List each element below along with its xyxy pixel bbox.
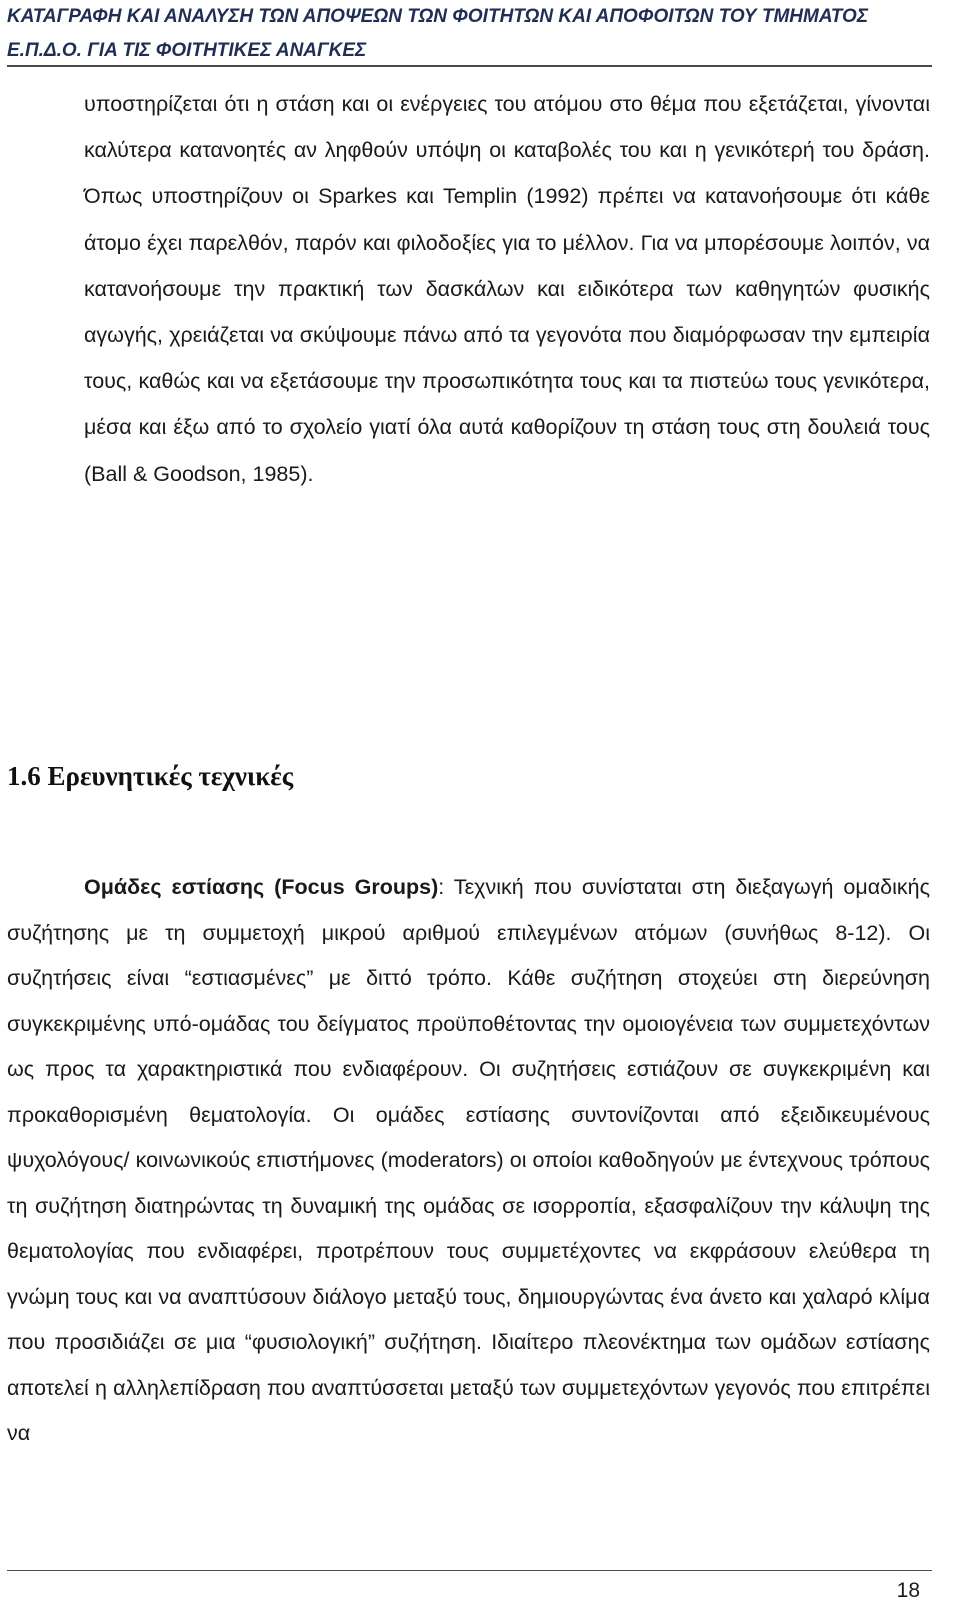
defined-term: Ομάδες εστίασης (Focus Groups) bbox=[84, 875, 439, 899]
section-heading: 1.6 Ερευνητικές τεχνικές bbox=[7, 761, 294, 791]
body-paragraph-1: υποστηρίζεται ότι η στάση και οι ενέργειες του ατόμου στο θέμα που εξετάζεται, γίνονται καλύτερα κατανοητές αν ληφθούν υπόψη οι καταβολές του και η γενικότερή του δράση. Όπως υποστηρίζουν οι Sparkes και Templin (1992) πρέπει να κατανοήσουμε ότι κάθε άτομο έχει παρελθόν, παρόν και φιλοδοξίες για το μέλλον. Για να μπορέσουμε λοιπόν, να κατανοήσουμε την πρακτική των δασκάλων και ειδικότερα των καθηγητών φυσικής αγωγής, χρειάζεται να σκύψουμε πάνω από τα γεγονότα που διαμόρφωσαν την εμπειρία τους, καθώς και να εξετάσουμε την προσωπικότητα τους και τα πιστεύω τους γενικότερα, μέσα και έξω από το σχολείο γιατί όλα αυτά καθορίζουν τη στάση τους στη δουλειά τους (Ball & Goodson, 1985). bbox=[84, 92, 930, 486]
header-title-line-2: Ε.Π.Δ.Ο. ΓΙΑ ΤΙΣ ΦΟΙΤΗΤΙΚΕΣ ΑΝΑΓΚΕΣ bbox=[7, 40, 367, 61]
body-paragraph-2 bbox=[7, 865, 930, 1457]
header-divider bbox=[7, 65, 932, 67]
footer-divider bbox=[7, 1570, 932, 1571]
page-header bbox=[7, 0, 937, 68]
page-number: 18 bbox=[896, 1579, 920, 1602]
definition-text: : Τεχνική που συνίσταται στη διεξαγωγή ομαδικής συζήτησης με τη συμμετοχή μικρού αριθμού επιλεγμένων ατόμων (συνήθως 8-12). Οι συζητήσεις είναι “εστιασμένες” με διττό τρόπο. Κάθε συζήτηση στοχεύει στη διερεύνηση συγκεκριμένης υπό-ομάδας του δείγματος προϋποθέτοντας την ομοιογένεια των συμμετεχόντων ως προς τα χαρακτηριστικά που ενδιαφέρουν. Οι συζητήσεις εστιάζουν σε συγκεκριμένη και προκαθορισμένη θεματολογία. Οι ομάδες εστίασης συντονίζονται από εξειδικευμένους ψυχολόγους/ κοινωνικούς επιστήμονες (moderators) οι οποίοι καθοδηγούν με έντεχνους τρόπους τη συζήτηση διατηρώντας τη δυναμική της ομάδας σε ισορροπία, εξασφαλίζουν την κάλυψη της θεματολογίας που ενδιαφέρει, προτρέπουν τους συμμετέχοντες να εκφράσουν ελεύθερα τη γνώμη τους και να αναπτύσουν διάλογο μεταξύ τους, δημιουργώντας ένα άνετο και χαλαρό κλίμα που προσιδιάζει σε μια “φυσιολογική” συζήτηση. Ιδιαίτερο πλεονέκτημα των ομάδων εστίασης αποτελεί η αλληλεπίδραση που αναπτύσσεται μεταξύ των συμμετεχόντων γεγονός που επιτρέπει να bbox=[7, 875, 930, 1445]
header-title-line-1: ΚΑΤΑΓΡΑΦΗ ΚΑΙ ΑΝΑΛΥΣΗ ΤΩΝ ΑΠΟΨΕΩΝ ΤΩΝ ΦΟΙΤΗΤΩΝ ΚΑΙ ΑΠΟΦΟΙΤΩΝ ΤΟΥ ΤΜΗΜΑΤΟΣ bbox=[7, 6, 869, 27]
